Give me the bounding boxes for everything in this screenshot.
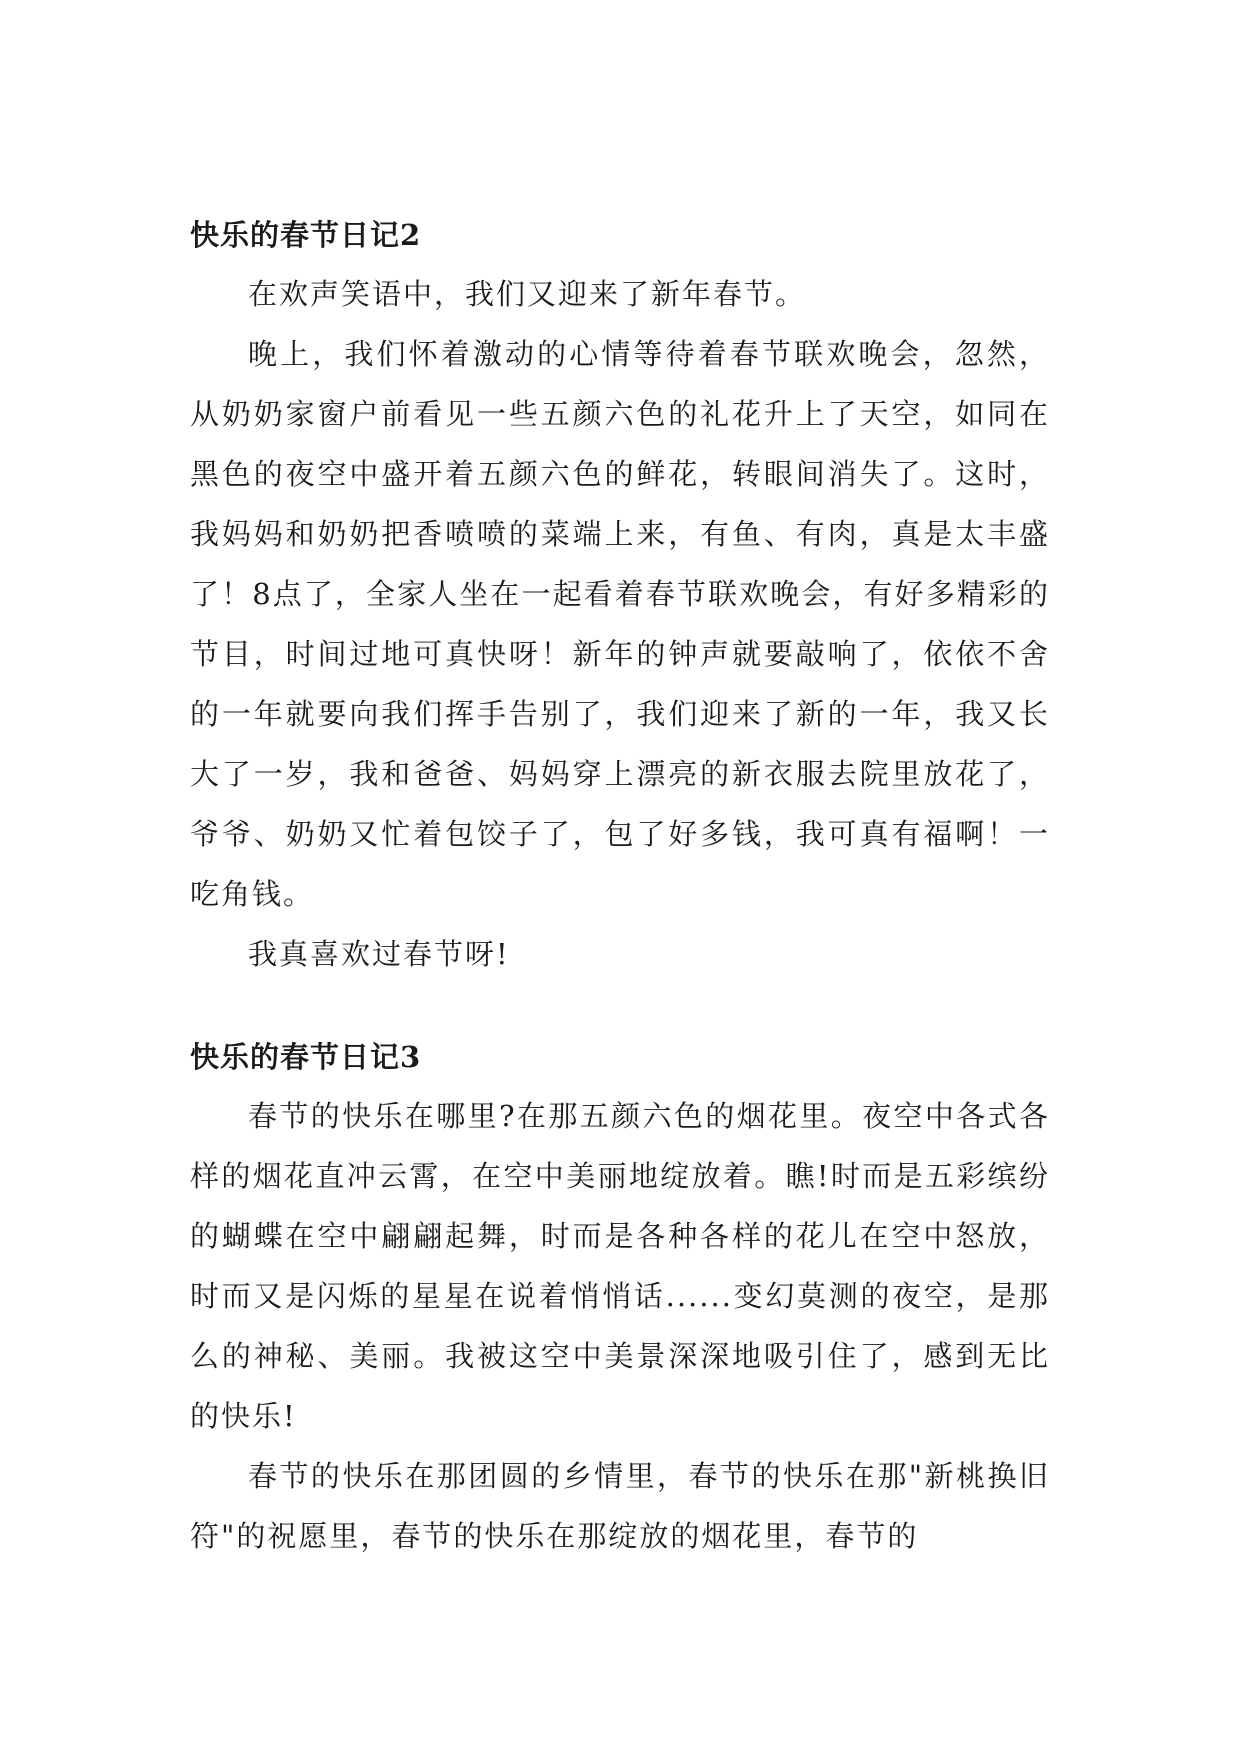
paragraph: 春节的快乐在那团圆的乡情里，春节的快乐在那"新桃换旧符"的祝愿里，春节的快乐在那绽放的烟花里，春节的 xyxy=(190,1459,1050,1553)
paragraph: 我真喜欢过春节呀! xyxy=(248,937,510,971)
paragraph: 在欢声笑语中，我们又迎来了新年春节。 xyxy=(248,277,807,311)
document-page xyxy=(190,214,1050,1566)
section-heading: 快乐的春节日记3 xyxy=(190,1040,422,1074)
paragraph: 晚上，我们怀着激动的心情等待着春节联欢晚会，忽然，从奶奶家窗户前看见一些五颜六色的礼花升上了天空，如同在黑色的夜空中盛开着五颜六色的鲜花，转眼间消失了。这时，我妈妈和奶奶把香喷喷的菜端上来，有鱼、有肉，真是太丰盛了！8点了，全家人坐在一起看着春节联欢晚会，有好多精彩的节目，时间过地可真快呀！新年的钟声就要敲响了，依依不舍的一年就要向我们挥手告别了，我们迎来了新的一年，我又长大了一岁，我和爸爸、妈妈穿上漂亮的新衣服去院里放花了，爷爷、奶奶又忙着包饺子了，包了好多钱，我可真有福啊！一吃角钱。 xyxy=(190,337,1050,911)
diary-section-3 xyxy=(190,1036,1050,1566)
paragraph: 春节的快乐在哪里?在那五颜六色的烟花里。夜空中各式各样的烟花直冲云霄，在空中美丽地绽放着。瞧!时而是五彩缤纷的蝴蝶在空中翩翩起舞，时而是各种各样的花儿在空中怒放，时而又是闪烁的星星在说着悄悄话......变幻莫测的夜空，是那么的神秘、美丽。我被这空中美景深深地吸引住了，感到无比的快乐! xyxy=(190,1099,1050,1433)
section-heading: 快乐的春节日记2 xyxy=(190,218,422,252)
diary-section-2 xyxy=(190,214,1050,984)
